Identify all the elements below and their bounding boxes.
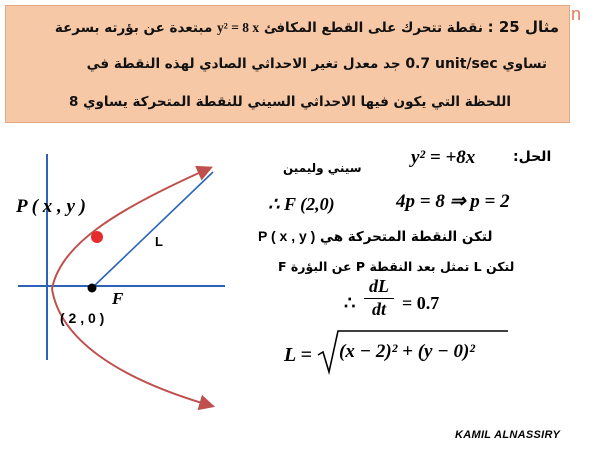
speed-value: 0.7 unit/sec [405,56,498,72]
distance-radicand: (x − 2)² + (y − 0)² [339,341,475,362]
parabola-lower-branch [52,289,212,406]
segment-label: L [155,234,163,249]
rate-denominator: dt [371,299,386,319]
let-l-point: P [355,259,366,274]
moving-point-text: لتكن النقطة المتحركة هي [320,229,493,245]
given-equation: y² = +8x [411,147,476,168]
solution-heading: الحل: [513,149,552,165]
focus-point [88,284,97,293]
p-equation: 4p = 8 ⇒ p = 2 [396,191,510,212]
corner-letter: n [571,4,582,24]
problem-text-3: اللحظة التي يكون فيها الاحداثي السيني للنقطة المتحركة يساوي 8 [69,94,511,110]
focus-coordinates: ( 2 , 0 ) [60,310,105,326]
rate-numerator: dL [364,276,394,299]
parabola-equation: y² = 8 x [217,20,260,35]
parabola-upper-branch [52,168,210,289]
problem-text-1a: نقطة تتحرك على القطع المكافئ [263,20,483,36]
direction-note: سيني وليمين [283,161,362,175]
let-l-focus: F [278,259,287,274]
author-signature: KAMIL ALNASSIRY [455,429,561,441]
focus-result: ∴ F (2,0) [268,194,335,214]
distance-definition [278,259,514,274]
let-l-end: عن البؤرة [290,259,352,274]
point-p [91,231,103,243]
let-l-mid: تمثل بعد النقطة [369,259,470,274]
focus-label: F [112,289,124,308]
let-l-start: لتكن [485,259,515,274]
let-l-var: L [473,259,482,274]
example-label: مثال 25 : [487,18,559,36]
problem-text-1b: مبتعدة عن بؤرته بسرعة [54,20,213,36]
rate-fraction [364,276,394,320]
point-p-label: P ( x , y ) [16,196,86,217]
distance-lhs: L = [284,344,312,366]
rate-value: = 0.7 [402,293,440,313]
moving-point-statement [258,228,492,245]
problem-text-2b: جد معدل تغير الاحداثي الصادي لهذه النقطة في [86,56,401,72]
moving-point-coords: P ( x , y ) [258,228,316,244]
rate-prefix: ∴ [344,293,356,313]
problem-text-2a: تساوي [502,56,547,72]
distance-segment [92,172,213,288]
